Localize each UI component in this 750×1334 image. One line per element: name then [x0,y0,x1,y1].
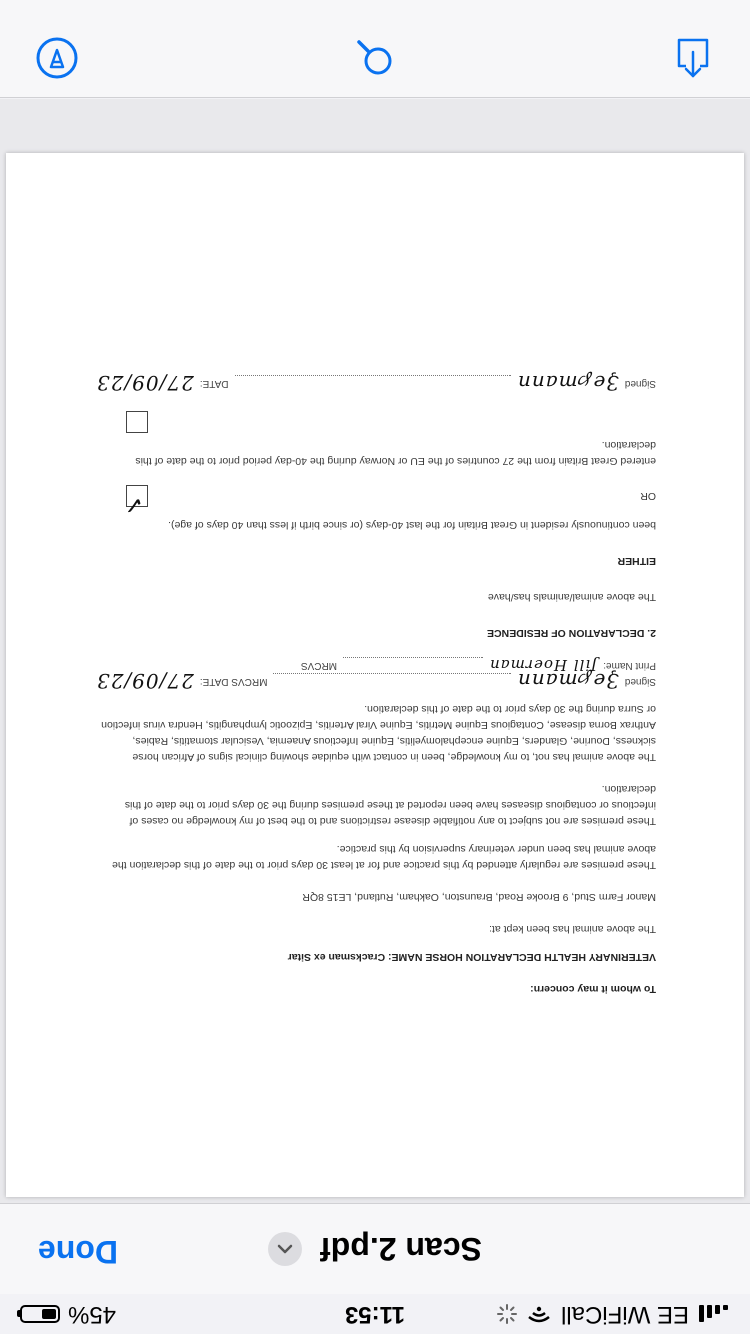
status-right [20,1300,116,1328]
signed-label: Signed [624,676,656,687]
status-bar [0,1294,750,1334]
document-title: Scan 2.pdf [320,1231,482,1268]
signature-line-2 [96,371,656,395]
cellular-signal-icon [699,1305,728,1323]
option-1-checkbox [123,485,148,518]
paragraph-1: These premises are regularly attended by this practice and for at least 30 days prior to the date of this declaration the above animal has been under veterinary supervision by this practice. [112,843,656,871]
animals-label: The above animal/animals has/have [487,591,656,603]
battery-percent: 45% [68,1301,117,1328]
handwritten-signature-2: Ҙe℘mann [516,371,619,395]
chevron-up-icon[interactable] [268,1232,302,1266]
salutation: To whom it may concern: [530,983,656,995]
signed-2-label: Signed [624,378,656,389]
signature-1-date: 27/09/23 [96,669,194,693]
paragraph-3: The above animal has not, to my knowledge, been in contact with equidae showing clinical signs of African horse sickness, Dourine, Glanders, Equine encephalomyelitis, Equine Infectious Anaemia, Vesicular stomatitis, Rabies, Anthrax Borna disease, Contagious Equine Metritis, Equine Viral Arteritis, Epizootic lymphangitis, Hendra virus infection or Surra during the 30 days prior to the date of this declaration. [101,703,656,763]
date-label: DATE: [199,378,229,389]
status-left [497,1300,728,1328]
handwritten-signature-1: Ҙe℘mann [516,669,619,693]
heading-2: 2. DECLARATION OF RESIDENCE [487,627,656,639]
wifi-icon [527,1305,551,1323]
or-label: OR [640,490,656,502]
heading-line [96,949,656,965]
either-label: EITHER [617,555,656,567]
option-2-checkbox [126,411,148,433]
loading-spinner-icon [497,1304,517,1324]
carrier-label: EE WiFiCall [560,1301,689,1328]
bottom-toolbar [0,0,750,98]
option-1-text: been continuously resident in Great Britain for the last 40-days (or since birth if less than 40 days of age). [168,519,656,531]
print-name-value: Jill Hoerman [489,656,598,674]
checkmark-icon: ✓ [123,491,144,518]
status-time: 11:53 [344,1301,406,1328]
share-icon[interactable] [668,33,718,83]
pdf-page [6,153,744,1197]
option-2-text: entered Great Britain from the 27 countries of the EU or Norway during the 40-day period prior to the date of this declaration. [135,439,656,467]
mrcvs-date-label: MRCVS DATE: [199,676,268,687]
signature-2-date: 27/09/23 [96,371,194,395]
pdf-viewer[interactable] [0,99,750,1203]
mrcvs-label: MRCVS [300,660,338,671]
markup-pen-icon[interactable] [32,33,82,83]
kept-at-label: The above animal has been kept at: [489,923,656,935]
done-button[interactable]: Done [38,1234,118,1270]
battery-icon [20,1305,60,1323]
paragraph-2: These premises are not subject to any notifiable disease restrictions and to the best of my knowledge no cases of infectious or contagious diseases have been reported at these premises during the 30 days prior to the date of this declaration. [124,783,656,827]
print-name-label: Print Name: [603,660,656,671]
document-content [96,371,656,997]
signature-line-1 [96,669,656,693]
address: Manor Farm Stud, 9 Brooke Road, Braunston, Oakham, Rutland, LE15 8QR [302,891,656,903]
horse-name: Cracksman ex Sitar [287,951,386,963]
navigation-bar [0,1203,750,1294]
heading-1: VETERINARY HEALTH DECLARATION HORSE NAME: [388,951,656,963]
search-icon[interactable] [350,33,400,83]
